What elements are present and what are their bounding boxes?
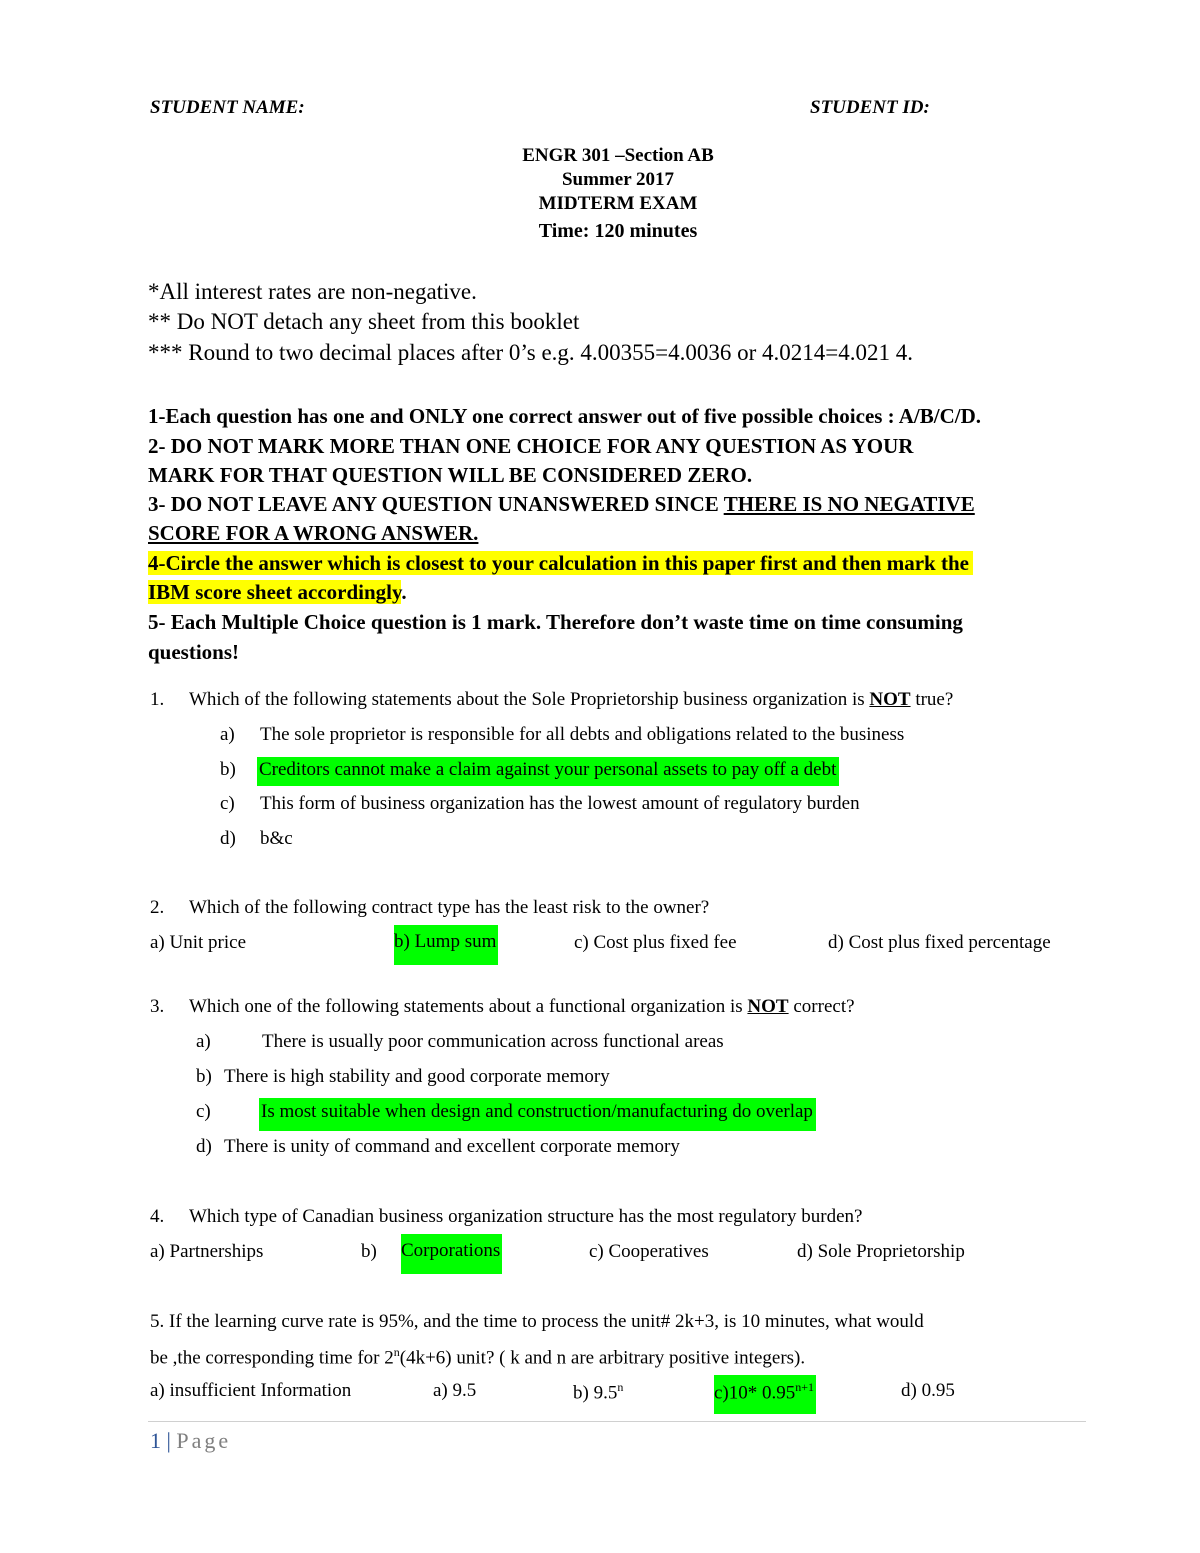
q5-stem-line2b: (4k+6) unit? ( k and n are arbitrary positive integers). (399, 1347, 806, 1369)
q2-stem: Which of the following contract type has the least risk to the owner? (189, 897, 710, 918)
q4-option-a: a) Partnerships (150, 1241, 264, 1262)
student-id-label: STUDENT ID: (810, 97, 930, 118)
q4-option-c: c) Cooperatives (589, 1241, 709, 1262)
q5-stem-line1: 5. If the learning curve rate is 95%, and the time to process the unit# 2k+3, is 10 minutes, what would (150, 1311, 924, 1332)
q4-option-d: d) Sole Proprietorship (797, 1241, 965, 1262)
page-footer (150, 1428, 231, 1454)
q3-option-b-label: b) (196, 1066, 212, 1087)
q2-option-a: a) Unit price (150, 932, 247, 953)
term-title: Summer 2017 (561, 169, 675, 190)
course-title: ENGR 301 –Section AB (522, 145, 714, 166)
rule-4a-highlight: 4-Circle the answer which is closest to your calculation in this paper first and then mark the (148, 551, 973, 575)
q4-stem: Which type of Canadian business organization structure has the most regulatory burden? (189, 1206, 863, 1227)
q1-stem-not: NOT (869, 689, 911, 710)
rule-4b (148, 580, 407, 605)
q3-stem (189, 996, 855, 1018)
q1-option-d-label: d) (220, 828, 236, 849)
note-rounding: *** Round to two decimal places after 0’s e.g. 4.00355=4.0036 or 4.0214=4.021 4. (148, 340, 914, 365)
q5-option-c-highlight (714, 1375, 816, 1414)
rule-3a-underline: THERE IS NO NEGATIVE (723, 492, 975, 516)
note-interest: *All interest rates are non-negative. (148, 279, 477, 304)
q5-option-c (714, 1375, 816, 1414)
q3-option-d-label: d) (196, 1136, 212, 1157)
q2-option-b-highlight: b) Lump sum (394, 925, 498, 965)
q2-option-c: c) Cost plus fixed fee (574, 932, 737, 953)
q5-option-b (573, 1380, 623, 1404)
q5-option-b-text: b) 9.5 (573, 1382, 618, 1404)
q1-option-b (257, 757, 839, 786)
q3-option-d: There is unity of command and excellent corporate memory (224, 1136, 680, 1157)
rule-3a (148, 492, 975, 517)
student-name-label: STUDENT NAME: (150, 97, 305, 118)
q5-option-c-text: c)10* 0.95 (714, 1382, 796, 1404)
page-separator: | (161, 1428, 177, 1453)
q1-option-a: The sole proprietor is responsible for all debts and obligations related to the business (260, 724, 905, 745)
q1-option-d: b&c (260, 828, 293, 849)
q4-option-b-label: b) (361, 1241, 377, 1262)
q3-option-b: There is high stability and good corporate memory (224, 1066, 610, 1087)
rule-3a-text: 3- DO NOT LEAVE ANY QUESTION UNANSWERED SINCE (148, 492, 724, 516)
q1-number: 1. (150, 689, 165, 710)
q1-option-c-label: c) (220, 793, 235, 814)
q1-stem-a: Which of the following statements about the Sole Proprietorship business organization is (189, 689, 870, 710)
rule-2b: MARK FOR THAT QUESTION WILL BE CONSIDERED ZERO. (148, 463, 753, 487)
q5-option-a: a) insufficient Information (150, 1380, 352, 1401)
q5-stem-line2 (150, 1345, 805, 1369)
q3-stem-b: correct? (788, 996, 855, 1017)
q1-option-a-label: a) (220, 724, 235, 745)
q3-option-c-highlight: Is most suitable when design and construction/manufacturing do overlap (259, 1098, 816, 1131)
q1-option-b-highlight: Creditors cannot make a claim against your personal assets to pay off a debt (257, 757, 839, 786)
rule-5b: questions! (148, 640, 240, 664)
q1-option-b-label: b) (220, 759, 236, 780)
page-number: 1 (150, 1428, 161, 1453)
q5-option-b-sup: n (617, 1380, 624, 1394)
q5-stem-line2-sup: n (393, 1345, 400, 1359)
q4-option-b (401, 1234, 502, 1274)
rule-3b: SCORE FOR A WRONG ANSWER. (148, 521, 479, 545)
q5-option-a2: a) 9.5 (433, 1380, 477, 1401)
q4-number: 4. (150, 1206, 165, 1227)
exam-title: MIDTERM EXAM (538, 193, 698, 214)
rule-2a: 2- DO NOT MARK MORE THAN ONE CHOICE FOR ANY QUESTION AS YOUR (148, 434, 914, 458)
q5-stem-line2a: be ,the corresponding time for 2 (150, 1347, 394, 1369)
q3-number: 3. (150, 996, 165, 1017)
q5-option-d: d) 0.95 (901, 1380, 955, 1401)
rule-5a: 5- Each Multiple Choice question is 1 mark. Therefore don’t waste time on time consuming (148, 610, 963, 634)
q1-stem (189, 689, 953, 711)
note-detach: ** Do NOT detach any sheet from this booklet (148, 309, 580, 334)
q3-option-a: There is usually poor communication across functional areas (262, 1031, 724, 1052)
q3-option-a-label: a) (196, 1031, 211, 1052)
q1-stem-b: true? (910, 689, 954, 710)
rule-4b-highlight: IBM score sheet accordingly (148, 580, 402, 604)
q1-option-c: This form of business organization has the lowest amount of regulatory burden (260, 793, 860, 814)
rule-4a (148, 551, 973, 576)
q4-option-b-highlight: Corporations (401, 1234, 502, 1274)
q5-option-c-sup: n+1 (795, 1380, 815, 1394)
q3-option-c-label: c) (196, 1101, 211, 1122)
rule-1: 1-Each question has one and ONLY one correct answer out of five possible choices : A/B/C/D. (148, 404, 982, 428)
page-label: Page (176, 1428, 232, 1453)
q3-stem-a: Which one of the following statements about a functional organization is (189, 996, 748, 1017)
footer-divider (148, 1421, 1086, 1422)
q2-option-d: d) Cost plus fixed percentage (828, 932, 1051, 953)
time-title: Time: 120 minutes (538, 220, 698, 242)
q2-option-b (394, 925, 498, 965)
q3-stem-not: NOT (747, 996, 789, 1017)
q2-number: 2. (150, 897, 165, 918)
q3-option-c (259, 1098, 816, 1131)
rule-4b-end: . (401, 580, 407, 604)
